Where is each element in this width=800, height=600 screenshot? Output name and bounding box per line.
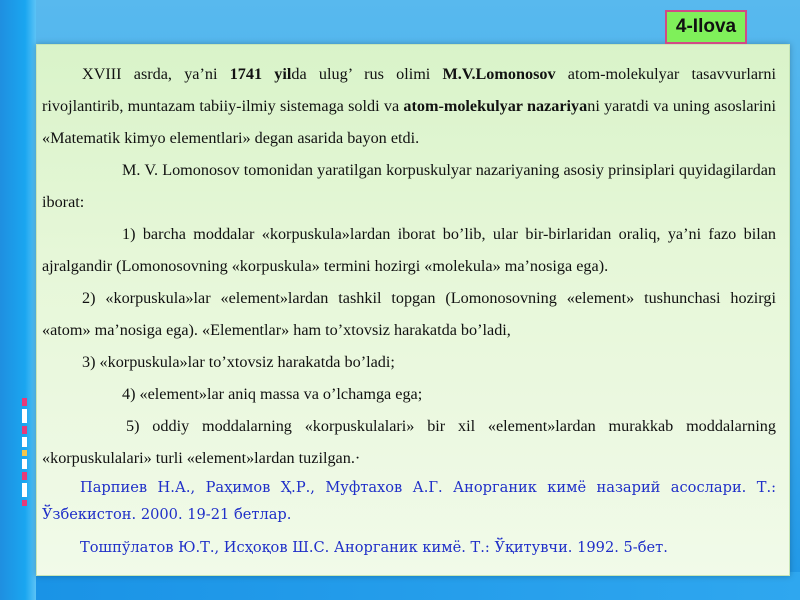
main-text <box>42 58 776 474</box>
paragraph-intro <box>42 58 776 154</box>
principle-5: 5) oddiy moddalarning «korpuskulalari» bir xil «element»lardan murakkab moddalarning «korpuskulalari» turli «element»lardan tuzilgan.· <box>42 417 776 467</box>
intro-text-3: atom-molekulyar tasavvurlarni rivojlantirib, muntazam tabiiy-ilmiy sistemaga soldi va <box>42 65 776 115</box>
intro-year: 1741 yil <box>229 65 292 83</box>
intro-text-2: da ulug’ rus olimi <box>291 65 443 83</box>
principle-3: 3) «korpuskula»lar to’xtovsiz harakatda bo’ladi; <box>82 353 395 371</box>
references <box>42 474 776 567</box>
decorative-accent-bars <box>22 398 30 509</box>
reference-item: Парпиев Н.А., Раҳимов Ҳ.Р., Муфтахов А.Г. Анорганик кимё назарий асослари. Т.: Ўзбекистон. 2000. 19-21 бетлар. <box>42 479 776 523</box>
intro-scientist-name: M.V.Lomonosov <box>442 65 556 83</box>
appendix-badge: 4-Ilova <box>665 10 747 44</box>
principle-1: 1) barcha moddalar «korpuskula»lardan iborat bo’lib, ular bir-birlaridan oraliq, ya’ni fazo bilan ajralgandir (Lomonosovning «korpuskula» termini hozirgi «molekula» ma’nosiga ega). <box>42 225 776 275</box>
intro-text-4: ni yaratdi va uning asoslarini «Matematik kimyo elementlari» degan asarida bayon etdi. <box>42 97 776 147</box>
principle-4: 4) «element»lar aniq massa va o’lchamga ega; <box>122 385 423 403</box>
intro-text-1: XVIII asrda, ya’ni <box>82 65 230 83</box>
reference-item: Тошпўлатов Ю.Т., Исҳоқов Ш.С. Анорганик кимё. Т.: Ўқитувчи. 1992. 5-бет. <box>80 539 668 556</box>
paragraph-principles-heading: M. V. Lomonosov tomonidan yaratilgan korpuskulyar nazariyaning asosiy prinsiplari quyidagilardan iborat: <box>42 161 776 211</box>
intro-theory-name: atom-molekulyar nazariya <box>403 97 588 115</box>
bottom-frame-bar <box>36 572 800 600</box>
left-frame-strip <box>0 0 36 600</box>
principle-2: 2) «korpuskula»lar «element»lardan tashkil topgan (Lomonosovning «element» tushunchasi hozirgi «atom» ma’nosiga ega). «Elementlar» ham to’xtovsiz harakatda bo’ladi, <box>42 289 776 339</box>
